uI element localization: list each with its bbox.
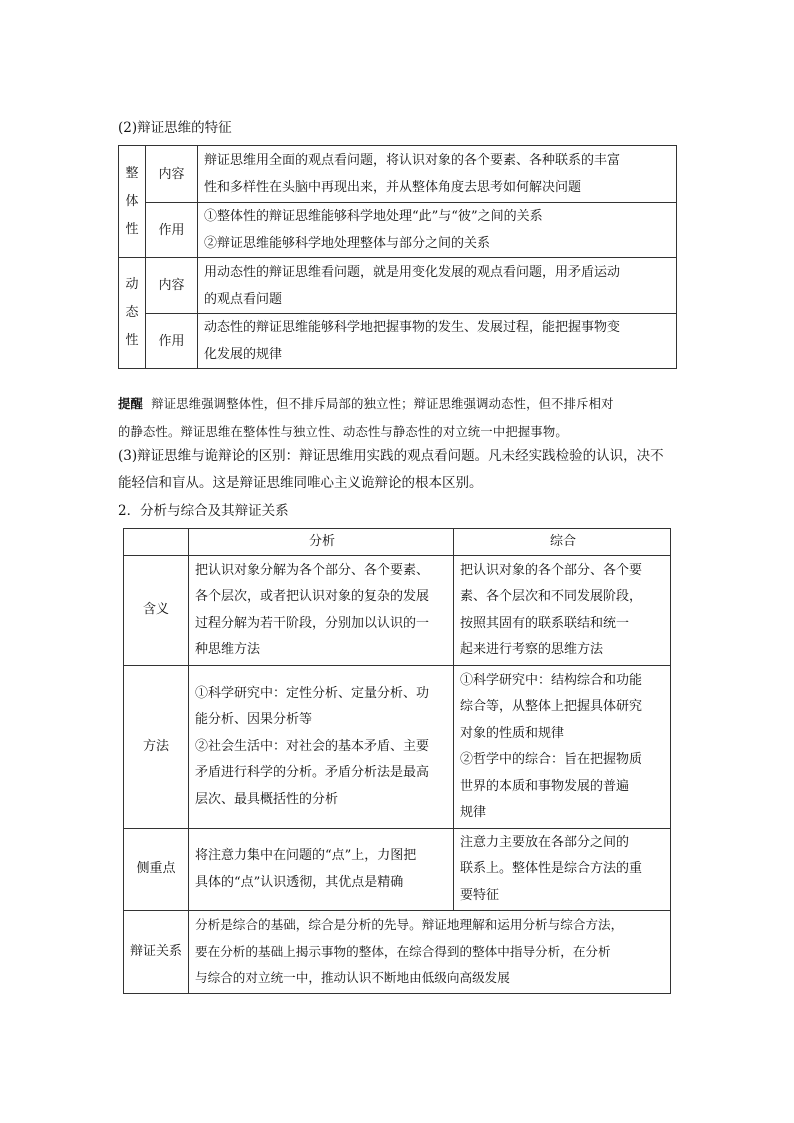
table-row [124, 829, 671, 911]
tip-note: 提醒 辩证思维强调整体性，但不排斥局部的独立性；辩证思维强调动态性，但不排斥相对 的静态性。辩证思维在整体性与独立性、动态性与静态性的对立统一中把握事物。 [118, 396, 614, 439]
table-row [119, 146, 677, 203]
table-row [124, 556, 671, 666]
analysis-cell: ①科学研究中：定性分析、定量分析、功 能分析、因果分析等 ②社会生活中：对社会的基本矛盾、主要 矛盾进行科学的分析。矛盾分析法是最高 层次、最具概括性的分析 [189, 666, 454, 829]
analysis-synthesis-table [123, 528, 671, 994]
content-cell: 动态性的辩证思维能够科学地把握事物的发生、发展过程，能把握事物变 化发展的规律 [198, 314, 677, 369]
content-cell: 用动态性的辩证思维看问题，就是用变化发展的观点看问题，用矛盾运动 的观点看问题 [198, 258, 677, 314]
row-label: 辩证关系 [124, 911, 189, 994]
analysis-cell: 将注意力集中在问题的“点”上，力图把 具体的“点”认识透彻，其优点是精确 [189, 829, 454, 911]
table-row [119, 258, 677, 314]
table-row [119, 203, 677, 258]
dialectical-thinking-features-table [118, 145, 677, 369]
corner-cell [124, 529, 189, 556]
row-label: 作用 [146, 203, 198, 258]
synthesis-cell: 注意力主要放在各部分之间的 联系上。整体性是综合方法的重 要特征 [454, 829, 671, 911]
table-row [119, 314, 677, 369]
table-row [124, 666, 671, 829]
synthesis-cell: ①科学研究中：结构综合和功能 综合等，从整体上把握具体研究 对象的性质和规律 ②哲学中的综合：旨在把握物质 世界的本质和事物发展的普遍 规律 [454, 666, 671, 829]
section2-heading: 2．分析与综合及其辩证关系 [118, 503, 289, 519]
group-cell-wholeness: 整 体 性 [119, 146, 146, 258]
table-row [124, 911, 671, 994]
column-header-analysis: 分析 [189, 529, 454, 556]
row-label: 侧重点 [124, 829, 189, 911]
tip-label: 提醒 [118, 396, 143, 411]
synthesis-cell: 把认识对象的各个部分、各个要 素、各个层次和不同发展阶段， 按照其固有的联系联结和统一 起来进行考察的思维方法 [454, 556, 671, 666]
row-label: 含义 [124, 556, 189, 666]
paragraph-3: (3)辩证思维与诡辩论的区别：辩证思维用实践的观点看问题。凡未经实践检验的认识，决不 能轻信和盲从。这是辩证思维同唯心主义诡辩论的根本区别。 [118, 448, 664, 491]
relation-cell: 分析是综合的基础，综合是分析的先导。辩证地理解和运用分析与综合方法， 要在分析的基础上揭示事物的整体，在综合得到的整体中指导分析，在分析 与综合的对立统一中，推动认识不断地由低级向高级发展 [189, 911, 671, 994]
content-cell: 辩证思维用全面的观点看问题，将认识对象的各个要素、各种联系的丰富 性和多样性在头脑中再现出来，并从整体角度去思考如何解决问题 [198, 146, 677, 203]
row-label: 内容 [146, 146, 198, 203]
table-header-row [124, 529, 671, 556]
group-cell-dynamics: 动 态 性 [119, 258, 146, 369]
content-cell: ①整体性的辩证思维能够科学地处理“此”与“彼”之间的关系 ②辩证思维能够科学地处理整体与部分之间的关系 [198, 203, 677, 258]
row-label: 方法 [124, 666, 189, 829]
analysis-cell: 把认识对象分解为各个部分、各个要素、 各个层次，或者把认识对象的复杂的发展 过程分解为若干阶段，分别加以认识的一 种思维方法 [189, 556, 454, 666]
row-label: 作用 [146, 314, 198, 369]
section1-heading: (2)辩证思维的特征 [118, 120, 232, 136]
row-label: 内容 [146, 258, 198, 314]
column-header-synthesis: 综合 [454, 529, 671, 556]
